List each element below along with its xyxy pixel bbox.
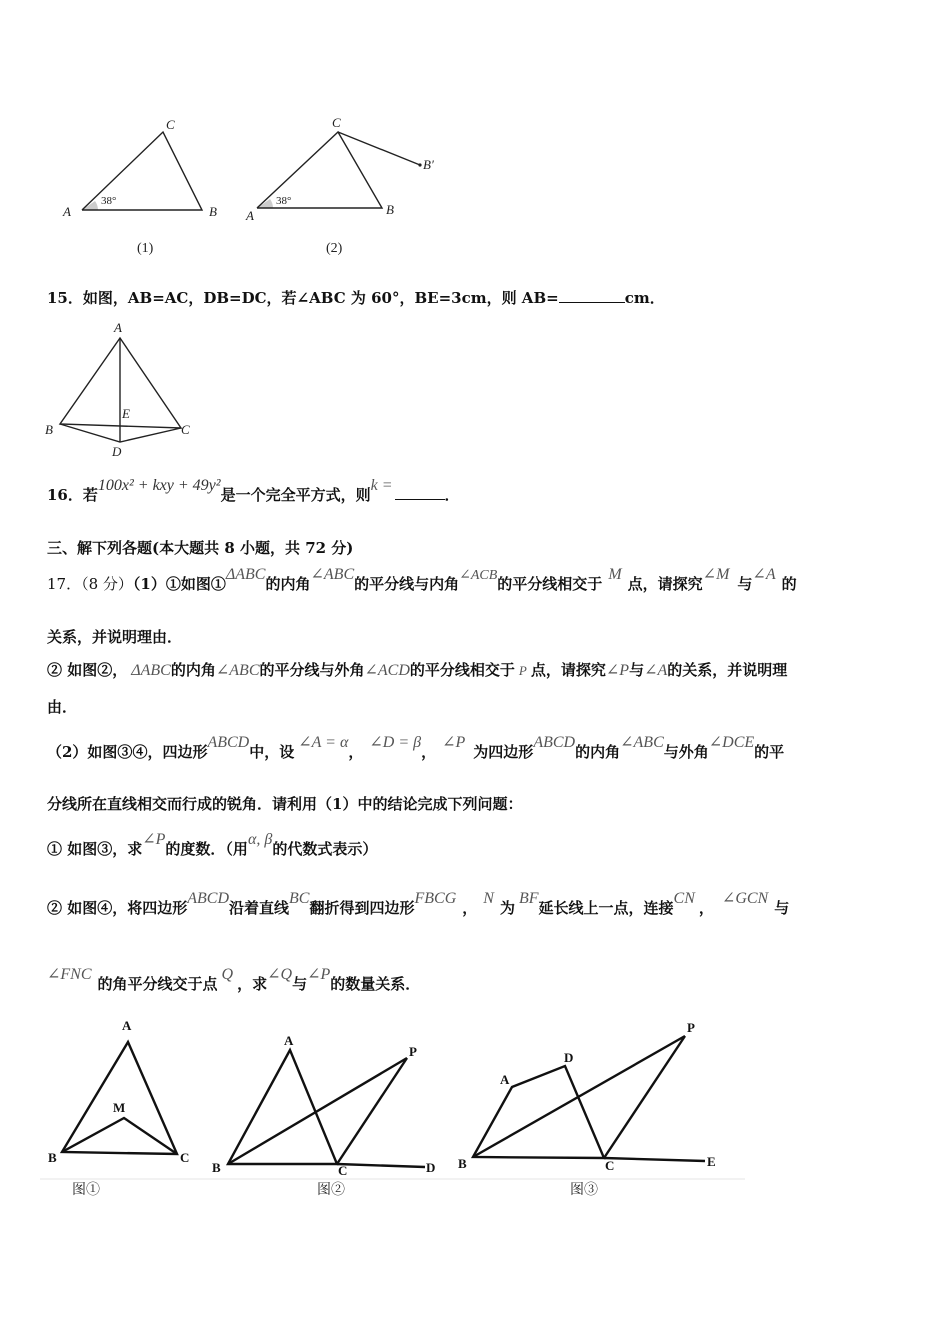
math-angle-m: ∠M xyxy=(702,566,730,583)
text: 翻折得到四边形 xyxy=(309,899,415,917)
math-angle-q: ∠Q xyxy=(267,966,293,983)
text: 的平分线相交于 xyxy=(409,661,515,679)
math-angle-acd: ∠ACD xyxy=(364,662,410,679)
label-c: C xyxy=(332,115,341,130)
math-triangle-abc: ΔABC xyxy=(131,662,171,679)
math-quad-fbcg: FBCG xyxy=(414,890,457,907)
text: 的平分线与外角 xyxy=(259,661,365,679)
text: 的角平分线交于点 xyxy=(97,975,218,993)
text: 点，请探究 xyxy=(627,575,703,593)
question-15 xyxy=(47,288,665,308)
question-17-line-2: 关系，并说明理由． xyxy=(47,628,183,646)
math-angle-gcn: ∠GCN xyxy=(721,890,769,907)
question-text: 如图，AB=AC，DB=DC，若∠ABC 为 60°，BE=3cm，则 AB= xyxy=(82,289,559,307)
text: （2）如图③④，四边形 xyxy=(47,743,208,761)
text: 的关系，并说明理 xyxy=(667,661,788,679)
math-angle-abc: ∠ABC xyxy=(620,734,664,751)
label-p: P xyxy=(687,1020,695,1035)
question-text: 是一个完全平方式，则 xyxy=(220,486,371,504)
question-16 xyxy=(47,477,460,506)
caption: 图① xyxy=(72,1183,100,1198)
part-1-label: （1）①如图① xyxy=(132,575,226,593)
text: ， xyxy=(421,743,437,761)
text: 的数量关系． xyxy=(330,975,421,993)
label-b: B xyxy=(212,1160,221,1175)
math-angle-p: ∠P xyxy=(142,831,166,848)
bisector-cp xyxy=(604,1036,685,1158)
question-17-line-3 xyxy=(47,660,787,681)
label-d: D xyxy=(112,444,122,459)
text: 的内角 xyxy=(170,661,216,679)
math-angle-beta: ∠D = β xyxy=(369,734,422,751)
triangle-abc xyxy=(228,1050,337,1164)
math-quad-abcd: ABCD xyxy=(207,734,250,751)
math-point-m: M xyxy=(608,566,622,583)
math-angle-p: ∠P xyxy=(307,966,331,983)
label-c: C xyxy=(180,1150,190,1165)
math-point-p: P xyxy=(518,663,527,678)
question-number: 16．若 xyxy=(47,486,98,504)
extension-ce xyxy=(604,1158,705,1161)
triangle-abc xyxy=(62,1042,177,1154)
math-angle-abc: ∠ABC xyxy=(310,566,355,583)
text: 的内角 xyxy=(575,743,621,761)
top-figure-1 xyxy=(55,110,235,260)
question-17-line-1 xyxy=(47,566,797,596)
caption: (2) xyxy=(326,241,343,256)
text: 的代数式表示） xyxy=(272,840,378,858)
label-bprime: B′ xyxy=(423,157,434,172)
math-line-bc: BC xyxy=(289,890,310,907)
text: 与外角 xyxy=(663,743,709,761)
text: 的平 xyxy=(754,743,785,761)
math-angle-a: ∠A xyxy=(644,662,668,679)
text: 的 xyxy=(781,575,797,593)
text: 的内角 xyxy=(265,575,311,593)
text: 与 xyxy=(737,575,753,593)
math-angle-p: ∠P xyxy=(605,662,630,679)
caption: 图② xyxy=(317,1183,345,1198)
math-point-q: Q xyxy=(221,966,234,983)
label-p: P xyxy=(409,1044,417,1059)
extension-cd xyxy=(337,1164,425,1167)
text: 点，请探究 xyxy=(530,661,606,679)
label-b: B xyxy=(386,202,394,217)
text: 沿着直线 xyxy=(229,899,290,917)
label-b: B xyxy=(458,1156,467,1171)
label-b: B xyxy=(209,204,217,219)
bisector-cp xyxy=(337,1058,407,1164)
math-quad-abcd: ABCD xyxy=(533,734,576,751)
question-end: ． xyxy=(444,486,460,504)
label-c: C xyxy=(166,117,175,132)
question-score: （8 分） xyxy=(81,575,133,593)
label-e: E xyxy=(122,406,130,421)
text: ① 如图③，求 xyxy=(47,840,143,858)
label-c: C xyxy=(338,1163,348,1178)
label-a: A xyxy=(63,204,71,219)
text: ② 如图④，将四边形 xyxy=(47,899,188,917)
label-m: M xyxy=(113,1100,126,1115)
math-angle-dce: ∠DCE xyxy=(708,734,755,751)
figure-2 xyxy=(212,1033,435,1198)
question-17-line-6: 分线所在直线相交而行成的锐角．请利用（1）中的结论完成下列问题： xyxy=(47,795,523,813)
label-a: A xyxy=(246,208,254,223)
question-17-line-8 xyxy=(47,890,790,919)
text: ，求 xyxy=(237,975,268,993)
math-angle-a: ∠A xyxy=(752,566,776,583)
caption: 图③ xyxy=(570,1183,598,1198)
label-a: A xyxy=(114,320,122,335)
math-angle-acb: ∠ACB xyxy=(459,568,498,583)
label-a: A xyxy=(284,1033,294,1048)
math-segment-cn: CN xyxy=(673,890,695,907)
text: 为四边形 xyxy=(473,743,534,761)
text: 与 xyxy=(292,975,308,993)
math-angle-fnc: ∠FNC xyxy=(47,966,92,983)
segment-cbprime xyxy=(338,132,420,165)
angle-label: 38° xyxy=(276,195,292,207)
text: ， xyxy=(698,899,714,917)
variable-k: k = xyxy=(370,477,393,494)
math-angle-alpha: ∠A = α xyxy=(298,734,349,751)
label-c: C xyxy=(181,422,190,437)
polynomial-expression: 100x² + kxy + 49y² xyxy=(97,477,221,494)
text: 的平分线相交于 xyxy=(497,575,603,593)
question-17-line-7 xyxy=(47,831,378,860)
text: 的平分线与内角 xyxy=(354,575,460,593)
question-15-figure xyxy=(42,316,202,461)
text: 为 xyxy=(499,899,515,917)
text: 延长线上一点，连接 xyxy=(538,899,674,917)
text: 中，设 xyxy=(249,743,295,761)
question-17-line-5 xyxy=(47,734,785,763)
section-heading: 三、解下列各题(本大题共 8 小题，共 72 分) xyxy=(47,539,354,557)
label-d: D xyxy=(426,1160,436,1175)
math-angle-abc: ∠ABC xyxy=(215,662,260,679)
label-b: B xyxy=(48,1150,57,1165)
math-angle-p: ∠P xyxy=(442,734,466,751)
bottom-figures xyxy=(40,1012,750,1212)
math-quad-abcd: ABCD xyxy=(187,890,230,907)
label-e: E xyxy=(707,1154,716,1169)
label-b: B xyxy=(45,422,53,437)
text: ， xyxy=(462,899,478,917)
angle-label: 38° xyxy=(101,195,117,207)
answer-blank xyxy=(559,288,625,303)
math-point-n: N xyxy=(483,890,494,907)
answer-blank xyxy=(395,485,445,500)
math-triangle-abc: ΔABC xyxy=(225,566,266,583)
quadrilateral-abcd xyxy=(473,1066,604,1158)
label-a: A xyxy=(122,1018,132,1033)
triangle-abc xyxy=(82,132,202,210)
question-17-line-4: 由． xyxy=(47,698,78,716)
bisector-bp xyxy=(228,1058,407,1164)
figure-3 xyxy=(458,1020,716,1198)
figure-1 xyxy=(48,1018,189,1198)
question-unit: cm． xyxy=(624,289,665,307)
text: ， xyxy=(348,743,364,761)
question-17-line-9 xyxy=(47,966,421,995)
label-d: D xyxy=(564,1050,574,1065)
question-number: 15． xyxy=(47,289,83,307)
text: 的度数．（用 xyxy=(165,840,248,858)
text: 与 xyxy=(629,661,645,679)
text: ② 如图②， xyxy=(47,661,128,679)
question-number: 17． xyxy=(47,575,82,593)
math-alpha-beta: α, β xyxy=(247,831,273,848)
label-a: A xyxy=(500,1072,510,1087)
text: 与 xyxy=(774,899,790,917)
label-c: C xyxy=(605,1158,615,1173)
math-line-bf: BF xyxy=(518,890,539,907)
caption: (1) xyxy=(137,241,154,256)
bisector-bp xyxy=(473,1036,685,1157)
point-bprime xyxy=(418,163,421,166)
top-figure-2 xyxy=(240,110,450,260)
